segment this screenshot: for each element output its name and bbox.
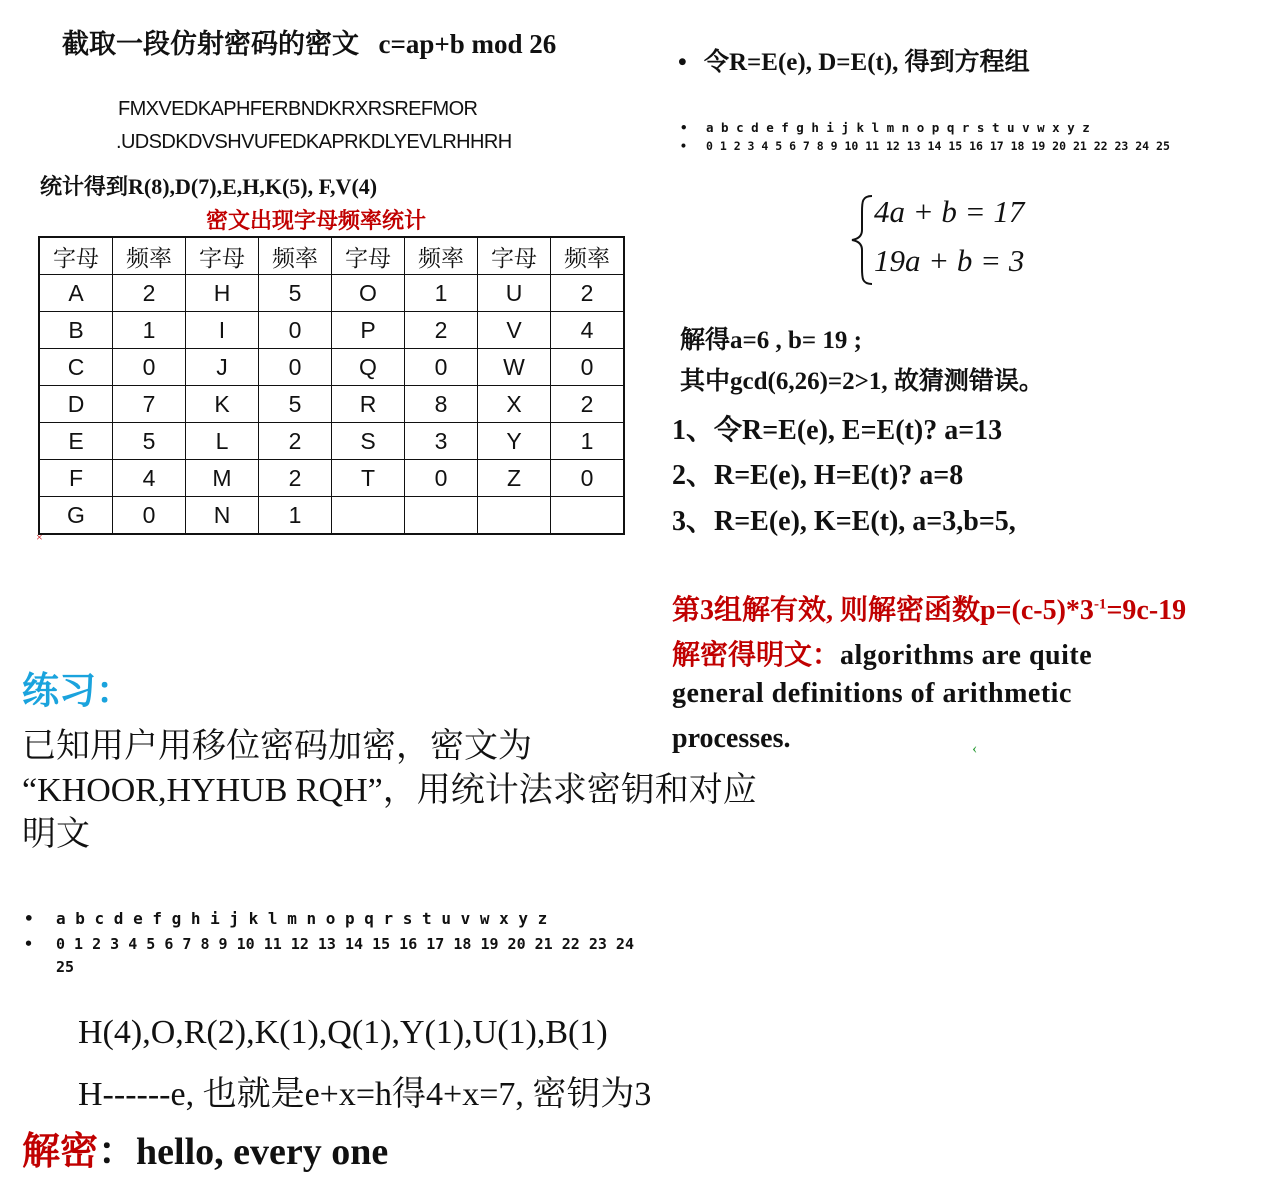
table-cell: J — [186, 349, 259, 386]
table-cell: T — [332, 460, 405, 497]
plaintext-text-1: algorithms are quite — [840, 640, 1093, 671]
inverse-exponent: -1 — [1093, 596, 1107, 613]
equation-2: 19a + b = 3 — [874, 243, 1025, 278]
table-cell: V — [478, 312, 551, 349]
table-cell: 0 — [405, 460, 478, 497]
solve-line-1: 解得a=6 , b= 19 ; — [680, 327, 862, 354]
affine-heading-text: 截取一段仿射密码的密文 — [62, 29, 359, 59]
table-cell: 2 — [551, 386, 625, 423]
table-cell: P — [332, 312, 405, 349]
table-header: 字母 — [186, 237, 259, 275]
guess-2: 2、R=E(e), H=E(t)? a=8 — [672, 460, 964, 491]
alphabet-letters-bottom-text: a b c d e f g h i j k l m n o p q r s t u v w x y z — [56, 909, 548, 928]
alphabet-letters-right — [680, 120, 1090, 135]
key-derivation-line: H------e, 也就是e+x=h得4+x=7, 密钥为3 — [78, 1076, 652, 1113]
decrypt-result-line — [22, 1120, 388, 1175]
alphabet-numbers-bottom — [24, 935, 634, 953]
table-cell: H — [186, 275, 259, 312]
table-header-row — [39, 237, 624, 275]
table-row — [39, 312, 624, 349]
table-cell: F — [39, 460, 113, 497]
table-cell: 2 — [259, 423, 332, 460]
table-row — [39, 349, 624, 386]
cursor-mark: ‹ — [972, 740, 978, 757]
ciphertext-line-1: FMXVEDKAPHFERBNDKRXRSREFMOR — [118, 98, 478, 120]
table-cell — [551, 497, 625, 535]
table-cell: 3 — [405, 423, 478, 460]
alphabet-numbers-right-text: 0 1 2 3 4 5 6 7 8 9 10 11 12 13 14 15 16 17 18 19 20 21 22 23 24 25 — [706, 139, 1170, 153]
table-cell: 0 — [113, 349, 186, 386]
table-cell: C — [39, 349, 113, 386]
table-cell: B — [39, 312, 113, 349]
affine-heading — [62, 22, 556, 61]
bullet-dot: • — [678, 49, 687, 76]
decrypt-label: 解密 — [22, 1131, 99, 1173]
table-cell: 1 — [113, 312, 186, 349]
table-cell: 2 — [259, 460, 332, 497]
table-header: 频率 — [259, 237, 332, 275]
table-cell: 0 — [551, 349, 625, 386]
table-row — [39, 460, 624, 497]
table-header: 频率 — [551, 237, 625, 275]
alphabet-numbers-right — [680, 139, 1170, 153]
plaintext-label: 解密得明文： — [672, 640, 841, 671]
table-cell: 1 — [405, 275, 478, 312]
table-cell: N — [186, 497, 259, 535]
table-caption: 密文出现字母频率统计 — [206, 208, 427, 233]
table-cell: Y — [478, 423, 551, 460]
table-cell: 0 — [259, 312, 332, 349]
table-header: 频率 — [405, 237, 478, 275]
table-cell: K — [186, 386, 259, 423]
bullet-dot: • — [680, 139, 687, 153]
table-cell: A — [39, 275, 113, 312]
solve-line-2: 其中gcd(6,26)=2>1, 故猜测错误。 — [680, 368, 1044, 395]
exercise-line-2: “KHOOR,HYHUB RQH”，用统计法求密钥和对应 — [22, 772, 757, 809]
table-cell: 7 — [113, 386, 186, 423]
table-cell: L — [186, 423, 259, 460]
table-cell: 4 — [113, 460, 186, 497]
alphabet-numbers-bottom-text: 0 1 2 3 4 5 6 7 8 9 10 11 12 13 14 15 16 17 18 19 20 21 22 23 24 — [56, 935, 634, 953]
cursor-mark: × — [36, 530, 43, 544]
table-cell: Z — [478, 460, 551, 497]
stats-line: 统计得到R(8),D(7),E,H,K(5), F,V(4) — [40, 174, 378, 199]
alphabet-letters-right-text: a b c d e f g h i j k l m n o p q r s t u v w x y z — [706, 120, 1090, 135]
frequency-table — [38, 236, 625, 535]
bullet-dot: • — [24, 935, 34, 953]
table-cell: 4 — [551, 312, 625, 349]
table-cell: W — [478, 349, 551, 386]
ciphertext-line-2: .UDSDKDVSHVUFEDKAPRKDLYEVLRHHRH — [116, 131, 512, 153]
table-row — [39, 275, 624, 312]
guess-1: 1、令R=E(e), E=E(t)? a=13 — [672, 415, 1003, 446]
table-cell: 0 — [113, 497, 186, 535]
table-cell: O — [332, 275, 405, 312]
bullet-dot: • — [24, 909, 34, 928]
decrypt-function-text: 第3组解有效, 则解密函数p=(c-5)*3 — [672, 595, 1094, 626]
table-cell: 5 — [113, 423, 186, 460]
exercise-line-3: 明文 — [22, 815, 90, 853]
table-cell: X — [478, 386, 551, 423]
table-cell: S — [332, 423, 405, 460]
table-cell: M — [186, 460, 259, 497]
table-row — [39, 423, 624, 460]
letter-counts-line: H(4),O,R(2),K(1),Q(1),Y(1),U(1),B(1) — [78, 1014, 608, 1051]
table-row — [39, 386, 624, 423]
table-cell: G — [39, 497, 113, 535]
table-cell: D — [39, 386, 113, 423]
plaintext-line-3: processes. — [672, 723, 791, 754]
bullet-dot: • — [680, 120, 688, 135]
alphabet-letters-bottom — [24, 909, 547, 928]
table-cell: 1 — [259, 497, 332, 535]
table-cell: 2 — [405, 312, 478, 349]
table-cell — [332, 497, 405, 535]
decrypt-function-tail: =9c-19 — [1106, 595, 1187, 626]
table-cell: 1 — [551, 423, 625, 460]
table-cell: 2 — [551, 275, 625, 312]
table-header: 字母 — [478, 237, 551, 275]
table-cell: R — [332, 386, 405, 423]
exercise-line-1: 已知用户用移位密码加密，密文为 — [22, 727, 532, 765]
equation-1: 4a + b = 17 — [874, 194, 1025, 229]
decrypt-function-line — [672, 588, 1186, 628]
equation-setup-title — [678, 42, 1030, 78]
table-cell: 8 — [405, 386, 478, 423]
table-header: 字母 — [39, 237, 113, 275]
equation-setup-text: 令R=E(e), D=E(t), 得到方程组 — [704, 49, 1030, 76]
table-cell: E — [39, 423, 113, 460]
table-cell: 2 — [113, 275, 186, 312]
decrypt-text: ：hello, every one — [98, 1131, 389, 1173]
table-cell — [405, 497, 478, 535]
table-cell: 0 — [405, 349, 478, 386]
table-header: 字母 — [332, 237, 405, 275]
table-cell: U — [478, 275, 551, 312]
table-cell: Q — [332, 349, 405, 386]
affine-formula: c=ap+b mod 26 — [378, 29, 557, 59]
table-header: 频率 — [113, 237, 186, 275]
plaintext-line-1 — [672, 633, 1092, 673]
table-cell — [478, 497, 551, 535]
table-row — [39, 497, 624, 535]
table-cell: 0 — [259, 349, 332, 386]
table-cell: 0 — [551, 460, 625, 497]
table-cell: I — [186, 312, 259, 349]
alphabet-numbers-bottom-wrap: 25 — [56, 958, 75, 976]
table-cell: 5 — [259, 386, 332, 423]
plaintext-line-2: general definitions of arithmetic — [672, 678, 1072, 709]
guess-3: 3、R=E(e), K=E(t), a=3,b=5, — [672, 506, 1016, 537]
exercise-label: 练习： — [22, 670, 133, 711]
table-cell: 5 — [259, 275, 332, 312]
